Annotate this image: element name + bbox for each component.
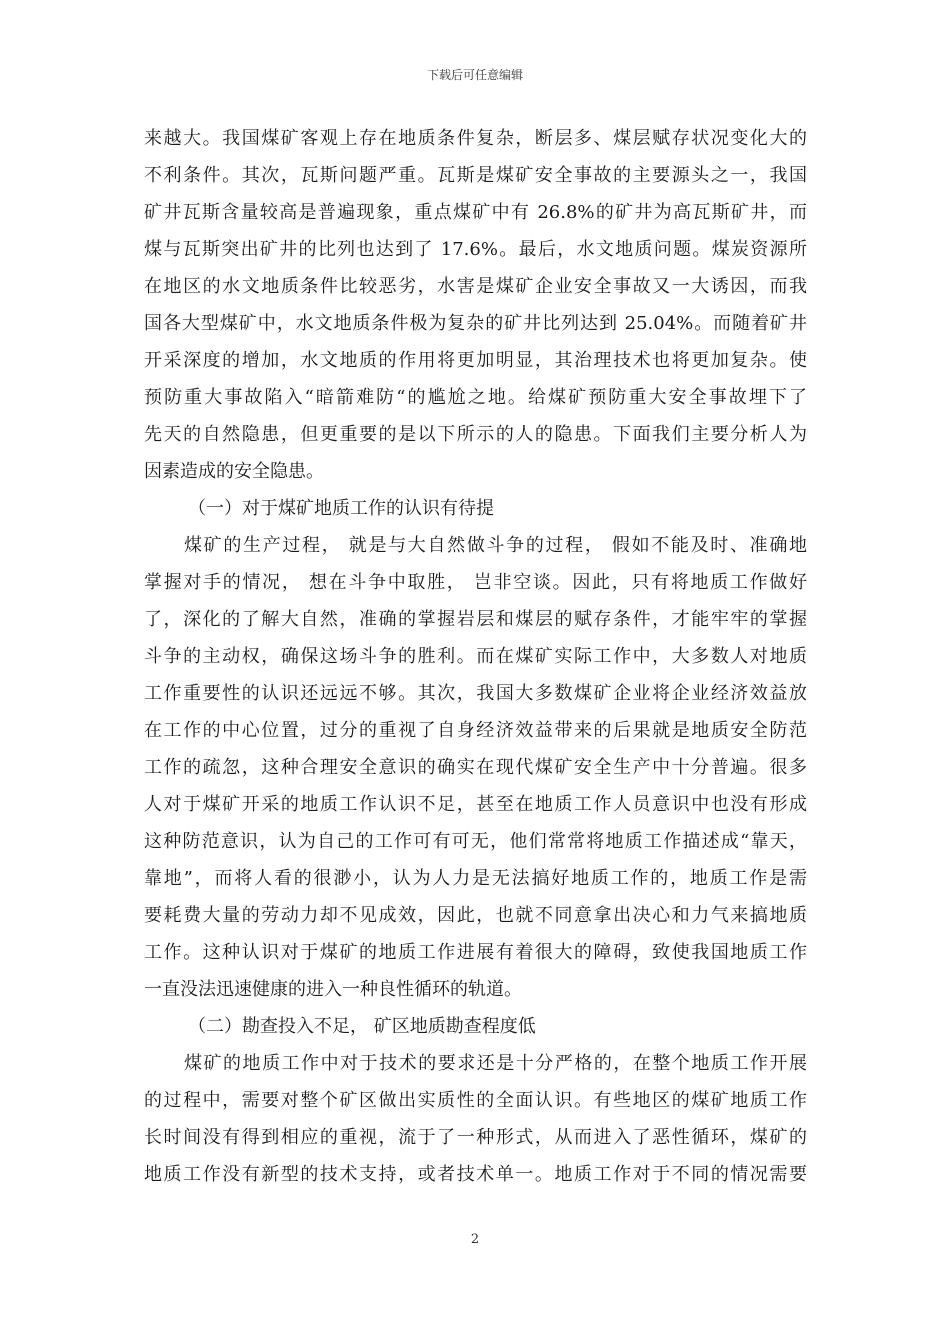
text-line: 来越大。我国煤矿客观上存在地质条件复杂，断层多、煤层赋存状况变化大的	[144, 128, 807, 149]
text-line: 煤与瓦斯突出矿井的比列也达到了 17.6%。最后，水文地质问题。煤炭资源所	[144, 239, 807, 260]
page-header: 下载后可任意编辑	[426, 68, 523, 82]
text-line: 不利条件。其次，瓦斯问题严重。瓦斯是煤矿安全事故的主要源头之一，我国	[144, 165, 807, 186]
text-line: 工作重要性的认识还远远不够。其次，我国大多数煤矿企业将企业经济效益放	[144, 683, 807, 704]
text-line: 人对于煤矿开采的地质工作认识不足，甚至在地质工作人员意识中也没有形成	[144, 794, 807, 815]
paragraph	[144, 527, 807, 1008]
paragraph	[144, 120, 807, 490]
section-heading: （二）勘查投入不足， 矿区地质勘查程度低	[188, 1016, 536, 1037]
text-line: 掌握对手的情况， 想在斗争中取胜， 岂非空谈。因此，只有将地质工作做好	[144, 572, 807, 593]
text-line: 靠地”，而将人看的很渺小，认为人力是无法搞好地质工作的，地质工作是需	[144, 868, 807, 889]
page-number: 2	[470, 1232, 480, 1247]
section-heading: （一）对于煤矿地质工作的认识有待提	[188, 498, 494, 519]
text-line: 地质工作没有新型的技术支持，或者技术单一。地质工作对于不同的情况需要	[144, 1164, 807, 1185]
text-line: 开采深度的增加，水文地质的作用将更加明显，其治理技术也将更加复杂。使	[144, 350, 807, 371]
text-line: 了，深化的了解大自然，准确的掌握岩层和煤层的赋存条件，才能牢牢的掌握	[144, 609, 807, 630]
text-line: 国各大型煤矿中，水文地质条件极为复杂的矿井比列达到 25.04%。而随着矿井	[144, 313, 807, 334]
text-line: 的过程中，需要对整个矿区做出实质性的全面认识。有些地区的煤矿地质工作	[144, 1090, 807, 1111]
text-line: 煤矿的生产过程， 就是与大自然做斗争的过程， 假如不能及时、准确地	[184, 535, 807, 556]
paragraph	[144, 1045, 807, 1193]
text-line: 工作的疏忽，这种合理安全意识的确实在现代煤矿安全生产中十分普遍。很多	[144, 757, 807, 778]
text-line: 一直没法迅速健康的进入一种良性循环的轨道。	[144, 979, 522, 1000]
text-line: 因素造成的安全隐患。	[144, 461, 324, 482]
text-line: 预防重大事故陷入“暗箭难防“的尴尬之地。给煤矿预防重大安全事故埋下了	[144, 387, 807, 408]
text-line: 在工作的中心位置，过分的重视了自身经济效益带来的后果就是地质安全防范	[144, 720, 807, 741]
text-line: 斗争的主动权，确保这场斗争的胜利。而在煤矿实际工作中，大多数人对地质	[144, 646, 807, 667]
text-line: 先天的自然隐患，但更重要的是以下所示的人的隐患。下面我们主要分析人为	[144, 424, 807, 445]
text-line: 工作。这种认识对于煤矿的地质工作进展有着很大的障碍，致使我国地质工作	[144, 942, 807, 963]
text-line: 矿井瓦斯含量较高是普遍现象，重点煤矿中有 26.8%的矿井为高瓦斯矿井，而	[144, 202, 807, 223]
text-line: 长时间没有得到相应的重视，流于了一种形式，从而进入了恶性循环，煤矿的	[144, 1127, 807, 1148]
text-line: 这种防范意识，认为自己的工作可有可无，他们常常将地质工作描述成“靠天，	[144, 831, 807, 852]
text-line: 在地区的水文地质条件比较恶劣，水害是煤矿企业安全事故又一大诱因，而我	[144, 276, 807, 297]
text-line: 煤矿的地质工作中对于技术的要求还是十分严格的，在整个地质工作开展	[184, 1053, 807, 1074]
text-line: 要耗费大量的劳动力却不见成效，因此，也就不同意拿出决心和力气来搞地质	[144, 905, 807, 926]
document-body	[144, 120, 807, 1193]
